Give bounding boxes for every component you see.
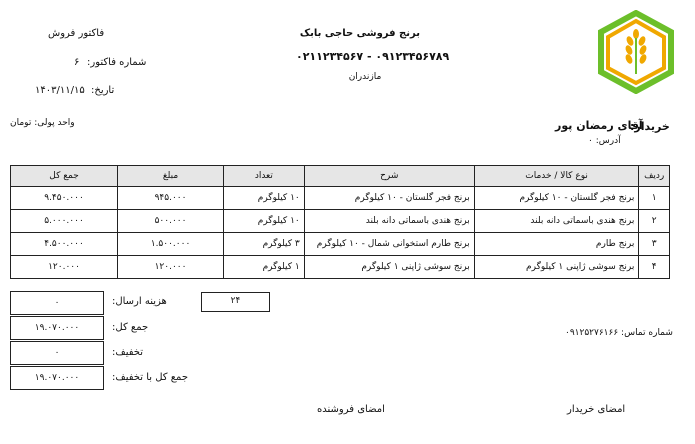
doc-type: فاکتور فروش bbox=[48, 28, 105, 39]
table-row bbox=[11, 187, 670, 210]
header-qty: تعداد bbox=[224, 166, 305, 187]
table-row bbox=[11, 233, 670, 256]
row-amount: ۱۲۰.۰۰۰ bbox=[118, 256, 224, 279]
contact-number: شماره تماس: ۰۹۱۲۵۲۷۶۱۶۶ bbox=[565, 328, 673, 338]
row-qty: ۱۰ کیلوگرم bbox=[224, 187, 305, 210]
row-total: ۹.۴۵۰.۰۰۰ bbox=[11, 187, 118, 210]
table-header-row bbox=[11, 166, 670, 187]
row-desc: برنج سوشی ژاپنی ۱ کیلوگرم bbox=[304, 256, 474, 279]
row-name: برنج هندی باسماتی دانه بلند bbox=[474, 210, 639, 233]
row-name: برنج سوشی ژاپنی ۱ کیلوگرم bbox=[474, 256, 639, 279]
currency-label: واحد پولی: تومان bbox=[10, 118, 75, 128]
row-desc: برنج هندی باسماتی دانه بلند bbox=[304, 210, 474, 233]
row-qty: ۳ کیلوگرم bbox=[224, 233, 305, 256]
total-qty: ۲۴ bbox=[201, 292, 270, 312]
header-amount: مبلغ bbox=[118, 166, 224, 187]
shop-phones: ۰۲۱۱۲۳۴۵۶۷ - ۰۹۱۲۳۴۵۶۷۸۹ bbox=[296, 50, 450, 63]
header-idx: ردیف bbox=[639, 166, 670, 187]
grand-total-label: جمع کل با تخفیف: bbox=[112, 372, 189, 383]
row-amount: ۵۰۰.۰۰۰ bbox=[118, 210, 224, 233]
discount-label: تخفیف: bbox=[112, 347, 144, 358]
row-total: ۱۲۰.۰۰۰ bbox=[11, 256, 118, 279]
shop-name: برنج فروشی حاجی بابک bbox=[299, 28, 420, 39]
row-total: ۵.۰۰۰.۰۰۰ bbox=[11, 210, 118, 233]
row-idx: ۴ bbox=[639, 256, 670, 279]
buyer-label: خریدار: bbox=[630, 120, 670, 133]
row-qty: ۱ کیلوگرم bbox=[224, 256, 305, 279]
row-total: ۴.۵۰۰.۰۰۰ bbox=[11, 233, 118, 256]
row-amount: ۹۴۵.۰۰۰ bbox=[118, 187, 224, 210]
row-idx: ۱ bbox=[639, 187, 670, 210]
total-value: ۱۹.۰۷۰.۰۰۰ bbox=[10, 316, 104, 340]
header-total: جمع کل bbox=[11, 166, 118, 187]
row-name: برنج طارم bbox=[474, 233, 639, 256]
total-label: جمع کل: bbox=[112, 322, 149, 333]
buyer-name: آقای رمضان پور bbox=[555, 119, 643, 132]
row-idx: ۲ bbox=[639, 210, 670, 233]
header-name: نوع کالا / خدمات bbox=[474, 166, 639, 187]
table-row bbox=[11, 210, 670, 233]
seller-signature: امضای فروشنده bbox=[317, 404, 385, 415]
discount-value: ۰ bbox=[10, 341, 104, 365]
shop-region: مازندران bbox=[348, 72, 382, 82]
grand-total-value: ۱۹.۰۷۰.۰۰۰ bbox=[10, 366, 104, 390]
table-row bbox=[11, 256, 670, 279]
invoice-number-label: شماره فاکتور: bbox=[87, 57, 147, 68]
invoice-date: ۱۴۰۳/۱۱/۱۵ bbox=[35, 85, 85, 96]
shipping-value: ۰ bbox=[10, 291, 104, 315]
invoice-number: ۶ bbox=[74, 57, 80, 68]
row-desc: برنج فجر گلستان - ۱۰ کیلوگرم bbox=[304, 187, 474, 210]
invoice-date-label: تاریخ: bbox=[91, 85, 115, 96]
buyer-signature: امضای خریدار bbox=[567, 404, 626, 415]
header-desc: شرح bbox=[304, 166, 474, 187]
row-name: برنج فجر گلستان - ۱۰ کیلوگرم bbox=[474, 187, 639, 210]
buyer-address: آدرس: ۰ bbox=[588, 136, 621, 146]
row-amount: ۱.۵۰۰.۰۰۰ bbox=[118, 233, 224, 256]
row-idx: ۳ bbox=[639, 233, 670, 256]
shipping-label: هزینه ارسال: bbox=[112, 296, 167, 307]
row-desc: برنج طارم استخوانی شمال - ۱۰ کیلوگرم bbox=[304, 233, 474, 256]
row-qty: ۱۰ کیلوگرم bbox=[224, 210, 305, 233]
items-table bbox=[10, 165, 670, 279]
shop-logo-icon bbox=[594, 10, 678, 94]
